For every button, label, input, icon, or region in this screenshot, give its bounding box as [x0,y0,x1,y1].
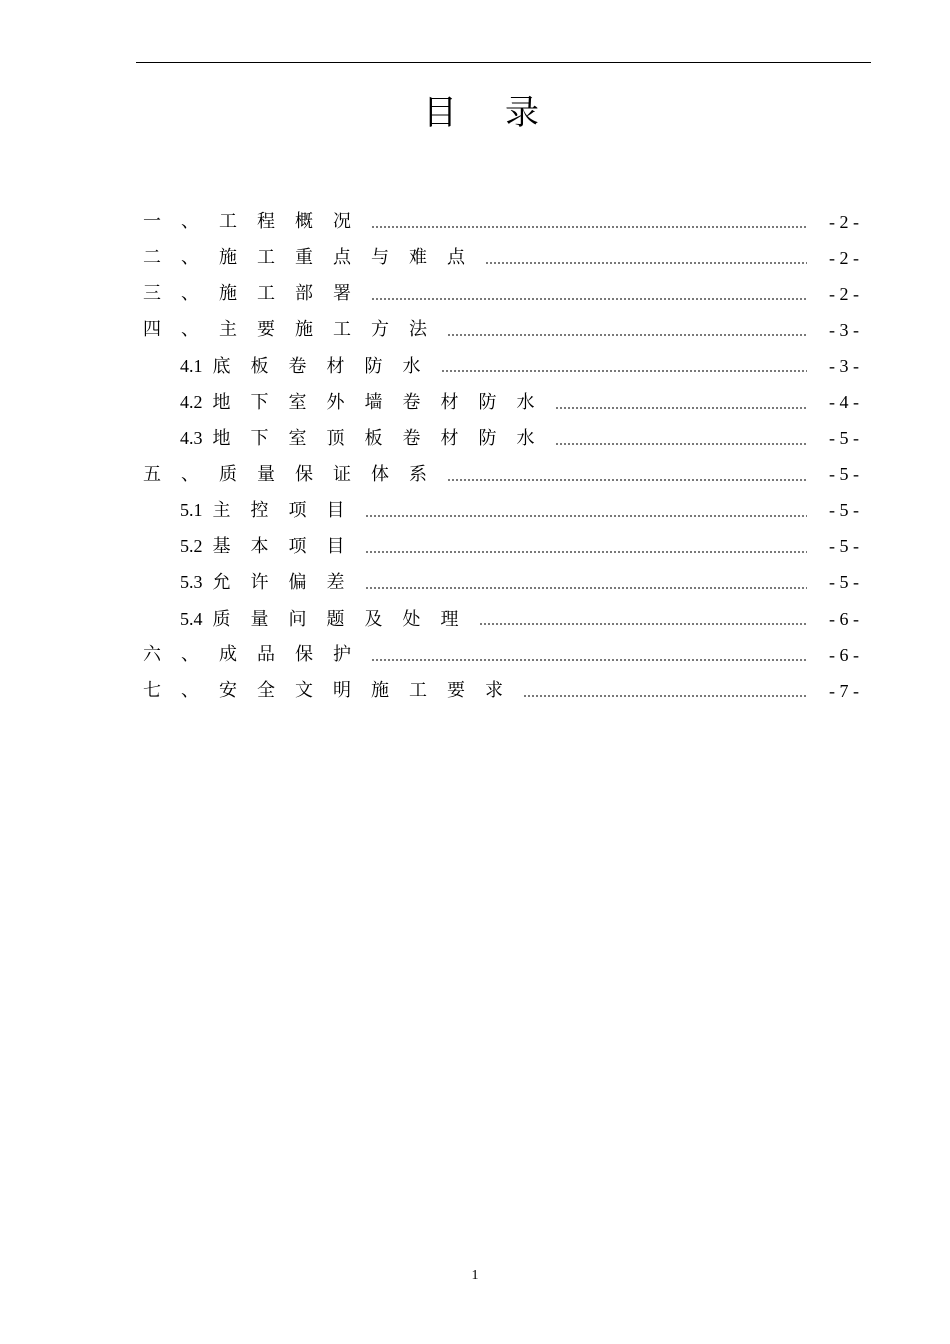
toc-subentry[interactable] [143,493,859,529]
toc-entry-page: - 4 - [829,392,859,413]
page-number: 1 [471,1268,479,1283]
toc-entry-page: - 2 - [829,283,859,304]
table-of-contents [143,204,859,709]
toc-entry-page: - 5 - [829,572,859,593]
toc-entry-label [180,601,479,638]
toc-entry-page: - 3 - [829,319,859,340]
toc-entry-label: 二、施工重点与难点 [143,247,485,269]
toc-entry-page: - 6 - [829,644,859,665]
toc-leader-dots [485,262,807,264]
toc-subentry[interactable] [143,601,859,637]
toc-leader-dots [365,551,808,553]
toc-entry-page: - 6 - [829,608,859,629]
toc-entry-page: - 2 - [829,247,859,268]
toc-entry-number: 5.4 [180,608,203,629]
toc-entry-page: - 5 - [829,428,859,449]
toc-entry[interactable] [143,276,859,312]
toc-subentry[interactable] [143,384,859,420]
toc-entry-label: 五、质量保证体系 [143,463,447,485]
toc-entry-text: 基本项目 [212,536,365,558]
toc-entry-label [180,420,555,457]
toc-leader-dots [371,298,807,300]
toc-entry-text: 地下室外墙卷材防水 [212,392,555,414]
toc-entry-number: 5.2 [180,536,203,557]
toc-entry-page: - 7 - [829,680,859,701]
toc-leader-dots [371,659,807,661]
toc-entry-number: 5.3 [180,572,203,593]
toc-leader-dots [555,443,808,445]
toc-entry-label [180,564,365,601]
toc-entry-page: - 5 - [829,536,859,557]
toc-entry-page: - 5 - [829,464,859,485]
toc-leader-dots [365,587,808,589]
toc-entry-label: 六、成品保护 [143,644,371,666]
toc-entry[interactable] [143,457,859,493]
toc-subentry[interactable] [143,529,859,565]
toc-entry-number: 4.1 [180,355,203,376]
toc-entry-page: - 5 - [829,500,859,521]
toc-leader-dots [371,226,807,228]
toc-subentry[interactable] [143,565,859,601]
toc-leader-dots [365,515,808,517]
toc-entry[interactable] [143,204,859,240]
toc-entry-label [180,492,365,529]
toc-entry-label [180,528,365,565]
page-title: 目录 [423,93,587,133]
toc-entry-number: 5.1 [180,500,203,521]
toc-entry-label [180,348,441,385]
toc-entry-page: - 2 - [829,211,859,232]
toc-entry[interactable] [143,637,859,673]
toc-leader-dots [523,695,807,697]
toc-leader-dots [447,334,807,336]
toc-entry-label: 三、施工部署 [143,283,371,305]
toc-subentry[interactable] [143,421,859,457]
toc-entry-label: 一、工程概况 [143,211,371,233]
toc-entry-text: 主控项目 [212,500,365,522]
toc-entry-number: 4.2 [180,392,203,413]
toc-entry[interactable] [143,312,859,348]
toc-entry-label: 七、安全文明施工要求 [143,680,523,702]
toc-entry[interactable] [143,240,859,276]
toc-leader-dots [441,370,808,372]
toc-entry[interactable] [143,673,859,709]
toc-leader-dots [555,407,808,409]
toc-entry-label: 四、主要施工方法 [143,319,447,341]
toc-entry-text: 底板卷材防水 [212,355,441,377]
toc-entry-page: - 3 - [829,355,859,376]
toc-entry-number: 4.3 [180,428,203,449]
toc-entry-label [180,384,555,421]
toc-leader-dots [479,623,808,625]
header-rule [136,62,871,63]
toc-entry-text: 地下室顶板卷材防水 [212,428,555,450]
toc-leader-dots [447,479,807,481]
toc-entry-text: 质量问题及处理 [212,608,479,630]
toc-subentry[interactable] [143,348,859,384]
toc-entry-text: 允许偏差 [212,572,365,594]
